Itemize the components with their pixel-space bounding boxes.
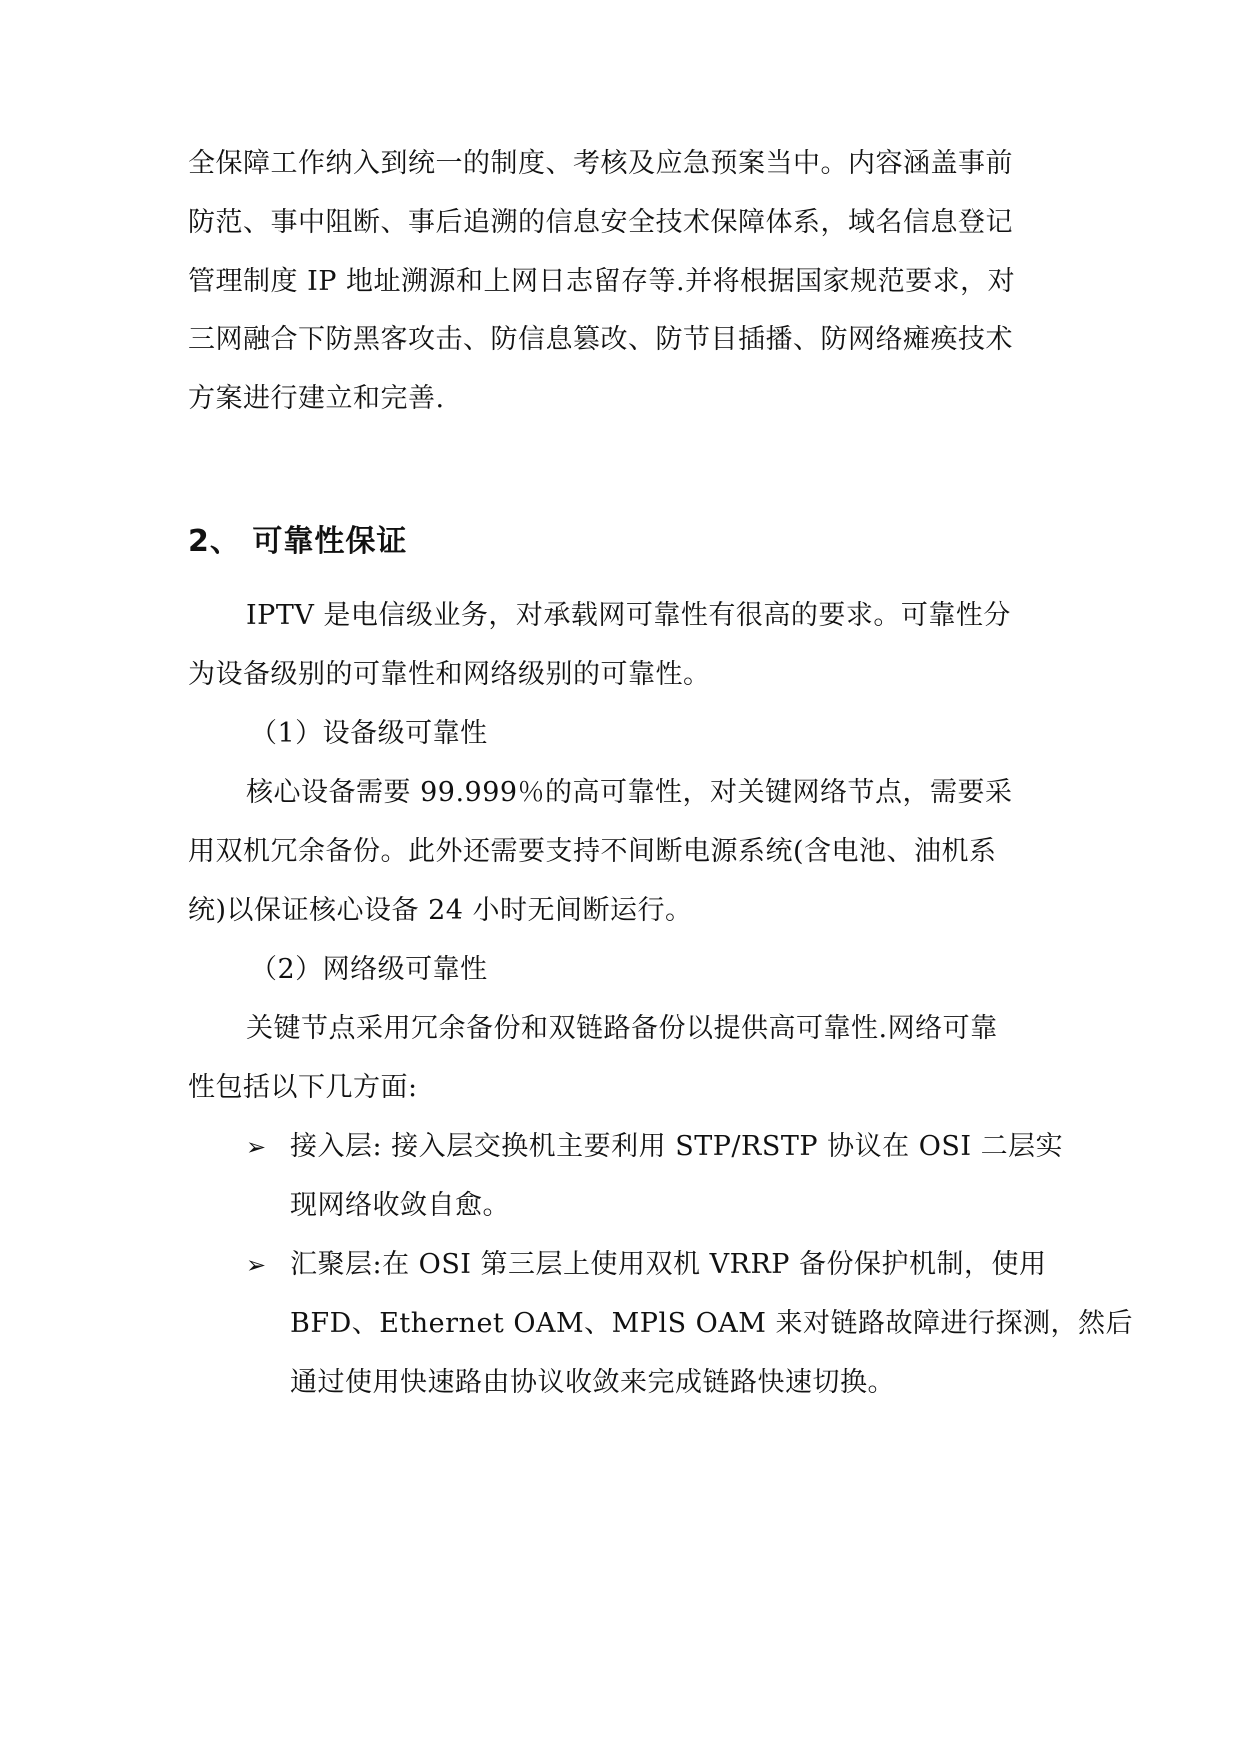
bullet-arrow-icon: ➢ (246, 1251, 267, 1279)
intro-line-2: 防范、事中阻断、事后追溯的信息安全技术保障体系，域名信息登记 (188, 207, 1013, 238)
bullet1-line-2: 现网络收敛自愈。 (290, 1190, 510, 1221)
bullet1-line-1: 接入层: 接入层交换机主要利用 STP/RSTP 协议在 OSI 二层实 (290, 1131, 1064, 1162)
bullet2-line-3: 通过使用快速路由协议收敛来完成链路快速切换。 (290, 1367, 895, 1398)
intro-line-1: 全保障工作纳入到统一的制度、考核及应急预案当中。内容涵盖事前 (188, 148, 1013, 179)
sub2-heading: （2）网络级可靠性 (250, 954, 488, 985)
bullet-arrow-icon: ➢ (246, 1133, 267, 1161)
para2-line-1: 核心设备需要 99.999％的高可靠性，对关键网络节点，需要采 (246, 777, 1013, 808)
sub1-heading: （1）设备级可靠性 (250, 718, 488, 749)
bullet2-line-2: BFD、Ethernet OAM、MPlS OAM 来对链路故障进行探测，然后 (290, 1308, 1134, 1339)
para2-line-3: 统)以保证核心设备 24 小时无间断运行。 (188, 895, 693, 926)
para1-line-1: IPTV 是电信级业务，对承载网可靠性有很高的要求。可靠性分 (246, 600, 1011, 631)
section-heading: 2、 可靠性保证 (188, 524, 408, 559)
para1-line-2: 为设备级别的可靠性和网络级别的可靠性。 (188, 659, 711, 690)
para3-line-2: 性包括以下几方面: (188, 1072, 418, 1103)
intro-line-4: 三网融合下防黑客攻击、防信息篡改、防节目插播、防网络瘫痪技术 (188, 324, 1013, 355)
intro-line-5: 方案进行建立和完善. (188, 383, 445, 414)
para2-line-2: 用双机冗余备份。此外还需要支持不间断电源系统(含电池、油机系 (188, 836, 997, 867)
bullet2-line-1: 汇聚层:在 OSI 第三层上使用双机 VRRP 备份保护机制，使用 (290, 1249, 1047, 1280)
intro-line-3: 管理制度 IP 地址溯源和上网日志留存等.并将根据国家规范要求，对 (188, 266, 1016, 297)
para3-line-1: 关键节点采用冗余备份和双链路备份以提供高可靠性.网络可靠 (246, 1013, 998, 1044)
